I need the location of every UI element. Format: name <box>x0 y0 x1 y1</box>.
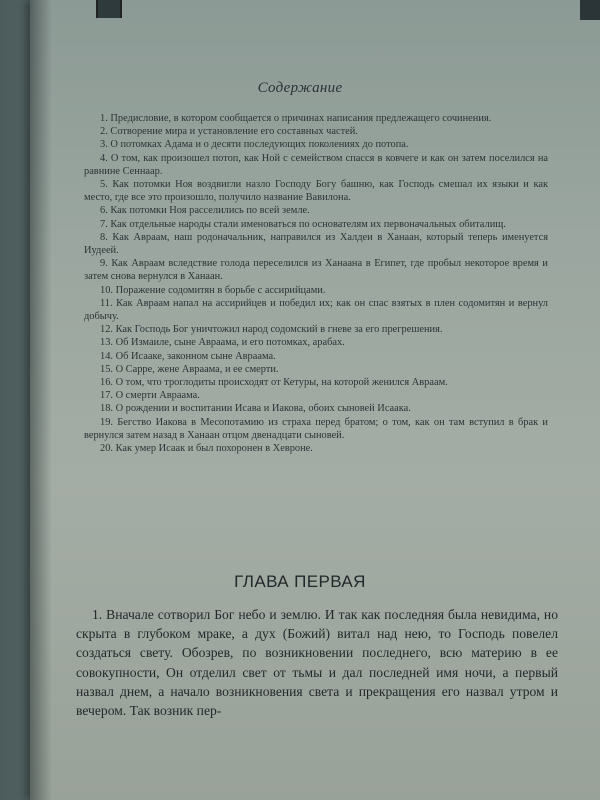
toc-item: 19. Бегство Иакова в Месопотамию из страха перед братом; о том, как он там вступил в брак и вернулся затем назад в Ханаан отцом двенадцати сыновей. <box>84 416 548 441</box>
toc-item: 10. Поражение содомитян в борьбе с ассирийцами. <box>100 284 326 296</box>
toc-item: 3. О потомках Адама и о десяти последующих поколениях до потопа. <box>100 139 409 151</box>
toc-item: 6. Как потомки Ноя расселились по всей земле. <box>100 205 310 217</box>
toc-item: 8. Как Авраам, наш родоначальник, направился из Халдеи в Ханаан, который теперь именуется Иудеей. <box>84 231 548 257</box>
toc-item: 15. О Сарре, жене Авраама, и ее смерти. <box>100 363 279 375</box>
toc-item: 16. О том, что троглодиты происходят от Кетуры, на которой женился Авраам. <box>100 377 448 389</box>
bookmark-ribbon-right <box>580 0 600 20</box>
spine-shadow <box>30 0 52 800</box>
toc-item: 1. Предисловие, в котором сообщается о причинах написания предлежащего сочинения. <box>100 113 492 124</box>
toc-item: 11. Как Авраам напал на ассирийцев и победил их; как он спас взятых в плен содомитян и вернул добычу. <box>84 297 548 323</box>
toc-item: 13. Об Измаиле, сыне Авраама, и его потомках, арабах. <box>100 337 345 349</box>
toc-item: 7. Как отдельные народы стали именоваться по основателям их первоначальных обиталищ. <box>100 218 506 230</box>
toc-item: 4. О том, как произошел потоп, как Ной с семейством спасся в ковчеге и как он затем поселился на равнине Сеннаар. <box>84 152 548 177</box>
toc-item: 2. Сотворение мира и установление его составных частей. <box>100 126 358 138</box>
toc-item: 20. Как умер Исаак и был похоронен в Хевроне. <box>100 443 313 455</box>
chapter-title: ГЛАВА ПЕРВАЯ <box>234 572 366 591</box>
toc-item: 18. О рождении и воспитании Исава и Иакова, обоих сыновей Исаака. <box>100 403 411 415</box>
toc-item: 5. Как потомки Ноя воздвигли назло Господу Богу башню, как Господь смешал их языки и как место, где все это произошло, получило название Вавилона. <box>84 179 548 204</box>
bookmark-ribbon-left <box>96 0 122 18</box>
toc-title: Содержание <box>257 80 343 96</box>
chapter-body-text: 1. Вначале сотворил Бог небо и землю. И так как последняя была невидима, но скрыта в глубоком мраке, а дух (Божий) витал над нею, то Господь повелел создаться свету. Обозрев, по возникновении последнего, всю материю в ее совокупности, Он отделил свет от тьмы и дал последней имя ночи, а первый назвал днем, а начало возникновения света и прекращения его назвал утром и вечером. Так возник пер- <box>76 607 558 719</box>
toc-item: 17. О смерти Авраама. <box>100 390 200 402</box>
toc-item: 9. Как Авраам вследствие голода переселился из Ханаана в Египет, где пробыл некоторое время и затем снова вернулся в Ханаан. <box>84 258 548 283</box>
table-of-contents <box>84 112 548 455</box>
toc-item: 12. Как Господь Бог уничтожил народ содомский в гневе за его прегрешения. <box>100 324 443 336</box>
toc-item: 14. Об Исааке, законном сыне Авраама. <box>100 350 276 362</box>
